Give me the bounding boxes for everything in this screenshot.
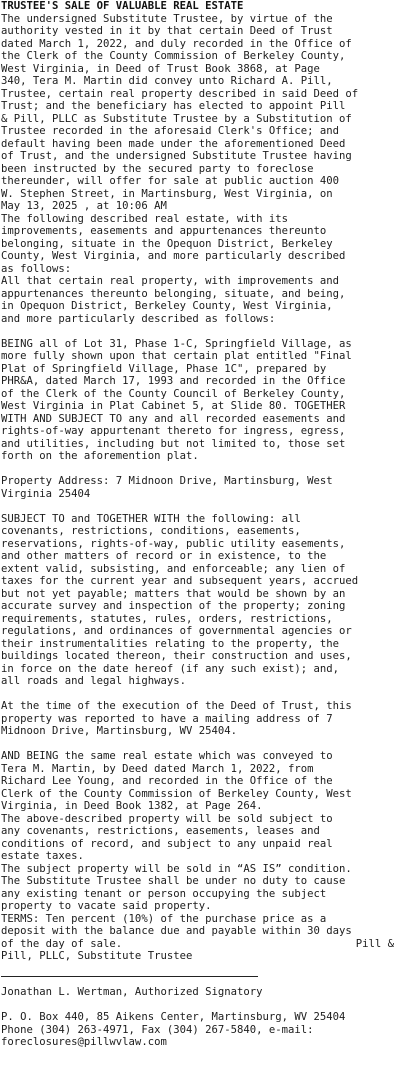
text-line: estate taxes. (1, 850, 84, 862)
text-line: PHR&A, dated March 17, 1993 and recorded in the Office (1, 375, 346, 387)
text-line: dated March 1, 2022, and duly recorded in the Office of (1, 37, 352, 50)
paragraph-terms (1, 913, 400, 963)
text-line: taxes for the current year and subsequent years, accrued (1, 575, 359, 587)
text-line: WITH AND SUBJECT TO any and all recorded easements and (1, 412, 346, 425)
signature-rule (1, 976, 258, 977)
text-line: accurate survey and inspection of the property; zoning (1, 600, 346, 612)
text-line: appurtenances thereunto belonging, situate, and being, (1, 287, 346, 300)
text-line: County, West Virginia, and more particularly described (1, 250, 346, 262)
blank-line (1, 999, 400, 1012)
mailing-address: P. O. Box 440, 85 Aikens Center, Martinsburg, WV 25404 (1, 1011, 346, 1023)
text-line: property was reported to have a mailing address of 7 (1, 712, 333, 725)
text-line: At the time of the execution of the Deed of Trust, this (1, 700, 352, 712)
text-line: rights-of-way appurtenant thereto for ingress, egress, (1, 425, 346, 437)
signatory: Jonathan L. Wertman, Authorized Signatory (1, 986, 263, 998)
blank-line (1, 688, 400, 701)
text-line: BEING all of Lot 31, Phase 1-C, Springfield Village, as (1, 337, 352, 350)
text-line: but not yet payable; matters that would be shown by an (1, 587, 346, 600)
paragraph-property-address (1, 475, 400, 500)
paragraph-lot-description (1, 338, 400, 463)
text-line: authority vested in it by that certain Deed of Trust (1, 25, 333, 37)
text-line: Virginia 25404 (1, 487, 91, 500)
text-line: The Substitute Trustee shall be under no duty to cause (1, 875, 346, 887)
text-line: reservations, rights-of-way, public utility easements, (1, 537, 346, 550)
text-line: AND BEING the same real estate which was conveyed to (1, 750, 333, 762)
text-line: The undersigned Substitute Trustee, by virtue of the (1, 12, 333, 25)
text-line: more fully shown upon that certain plat entitled "Final (1, 350, 352, 362)
text-line: been instructed by the secured party to foreclose (1, 162, 314, 175)
text-line: Trustee, certain real property described in said Deed of (1, 87, 359, 100)
text-line: Virginia, in Deed Book 1382, at Page 264. (1, 800, 263, 812)
text-line: deposit with the balance due and payable within 30 days (1, 925, 352, 937)
text-line: improvements, easements and appurtenances thereunto (1, 225, 327, 237)
text-line: as follows: (1, 262, 72, 275)
text-line: 340, Tera M. Martin did convey unto Richard A. Pill, (1, 75, 333, 87)
text-line: in Opequon District, Berkeley County, West Virginia, (1, 300, 333, 312)
text-line: May 13, 2025 , at 10:06 AM (1, 200, 167, 212)
text-line: forth on the aforemention plat. (1, 450, 199, 462)
text-line: and utilities, including but not limited to, those set (1, 437, 346, 450)
terms-last-right: Pill & (355, 937, 394, 950)
paragraph-conveyance (1, 750, 400, 813)
text-line: all roads and legal highways. (1, 675, 186, 687)
text-line: in force on the date hereof (if any such exist); and, (1, 662, 340, 675)
text-line: Trust; and the beneficiary has elected to appoint Pill (1, 100, 346, 112)
email-address: foreclosures@pillwvlaw.com (1, 1036, 167, 1048)
text-line: Midnoon Drive, Martinsburg, WV 25404. (1, 725, 237, 737)
text-line: Plat of Springfield Village, Phase 1C", prepared by (1, 362, 327, 375)
text-line: West Virginia in Plat Cabinet 5, at Slide 80. TOGETHER (1, 400, 346, 412)
paragraph-description-intro (1, 213, 400, 276)
text-line: extent valid, subsisting, and enforceable; any lien of (1, 562, 346, 575)
text-line: default having been made under the aforementioned Deed (1, 137, 346, 150)
text-line: The subject property will be sold in “AS IS” condition. (1, 862, 352, 875)
text-line: Trustee recorded in the aforesaid Clerk's Office; and (1, 125, 340, 137)
blank-line (1, 500, 400, 513)
text-line: All that certain real property, with improvements and (1, 275, 340, 287)
blank-line (1, 963, 400, 976)
text-line: thereunder, will offer for sale at public auction 400 (1, 175, 340, 187)
paragraph-sale-authority (1, 13, 400, 213)
text-line: buildings located thereon, their construction and uses, (1, 650, 352, 662)
text-line: Richard Lee Young, and recorded in the Office of the (1, 775, 333, 787)
paragraph-mailing-address (1, 700, 400, 738)
text-line: their instrumentalities relating to the property, the (1, 637, 340, 650)
text-line: regulations, and ordinances of governmental agencies or (1, 625, 352, 637)
blank-line (1, 463, 400, 476)
terms-last-left: of the day of sale. (1, 937, 123, 950)
text-line: W. Stephen Street, in Martinsburg, West Virginia, on (1, 187, 333, 200)
text-line: and other matters of record or in existence, to the (1, 550, 327, 562)
phone-fax: Phone (304) 263-4971, Fax (304) 267-5840, e-mail: (1, 1023, 314, 1036)
text-line: and more particularly described as follows: (1, 312, 276, 325)
text-line: TERMS: Ten percent (10%) of the purchase price as a (1, 912, 327, 925)
paragraph-property-intro (1, 275, 400, 325)
text-line: conditions of record, and subject to any unpaid real (1, 837, 333, 850)
text-line: requirements, statutes, rules, orders, restrictions, (1, 612, 333, 625)
trustee-line: Pill, PLLC, Substitute Trustee (1, 950, 193, 962)
text-line: Tera M. Martin, by Deed dated March 1, 2022, from (1, 762, 314, 775)
text-line: Property Address: 7 Midnoon Drive, Martinsburg, West (1, 475, 333, 487)
notice-title: TRUSTEE'S SALE OF VALUABLE REAL ESTATE (1, 0, 244, 12)
blank-line (1, 325, 400, 338)
paragraph-sold-subject (1, 813, 400, 863)
text-line: covenants, restrictions, conditions, easements, (1, 525, 301, 537)
text-line: of Trust, and the undersigned Substitute Trustee having (1, 150, 352, 162)
text-line: property to vacate said property. (1, 900, 212, 912)
contact-block (1, 1011, 400, 1049)
blank-line (1, 738, 400, 751)
text-line: Clerk of the County Commission of Berkeley County, West (1, 787, 352, 800)
text-line: of the Clerk of the County Council of Berkeley County, (1, 387, 346, 400)
text-line (1, 938, 400, 951)
text-line: & Pill, PLLC as Substitute Trustee by a Substitution of (1, 112, 352, 125)
paragraph-as-is (1, 863, 400, 913)
text-line: The above-described property will be sold subject to (1, 812, 333, 825)
text-line: any existing tenant or person occupying the subject (1, 887, 327, 900)
text-line: SUBJECT TO and TOGETHER WITH the following: all (1, 512, 301, 525)
text-line: The following described real estate, with its (1, 212, 289, 225)
text-line: the Clerk of the County Commission of Berkeley County, (1, 50, 346, 62)
text-line: any covenants, restrictions, easements, leases and (1, 825, 320, 837)
paragraph-subject-to (1, 513, 400, 688)
text-line: West Virginia, in Deed of Trust Book 3868, at Page (1, 62, 320, 75)
text-line: belonging, situate in the Opequon District, Berkeley (1, 237, 333, 250)
